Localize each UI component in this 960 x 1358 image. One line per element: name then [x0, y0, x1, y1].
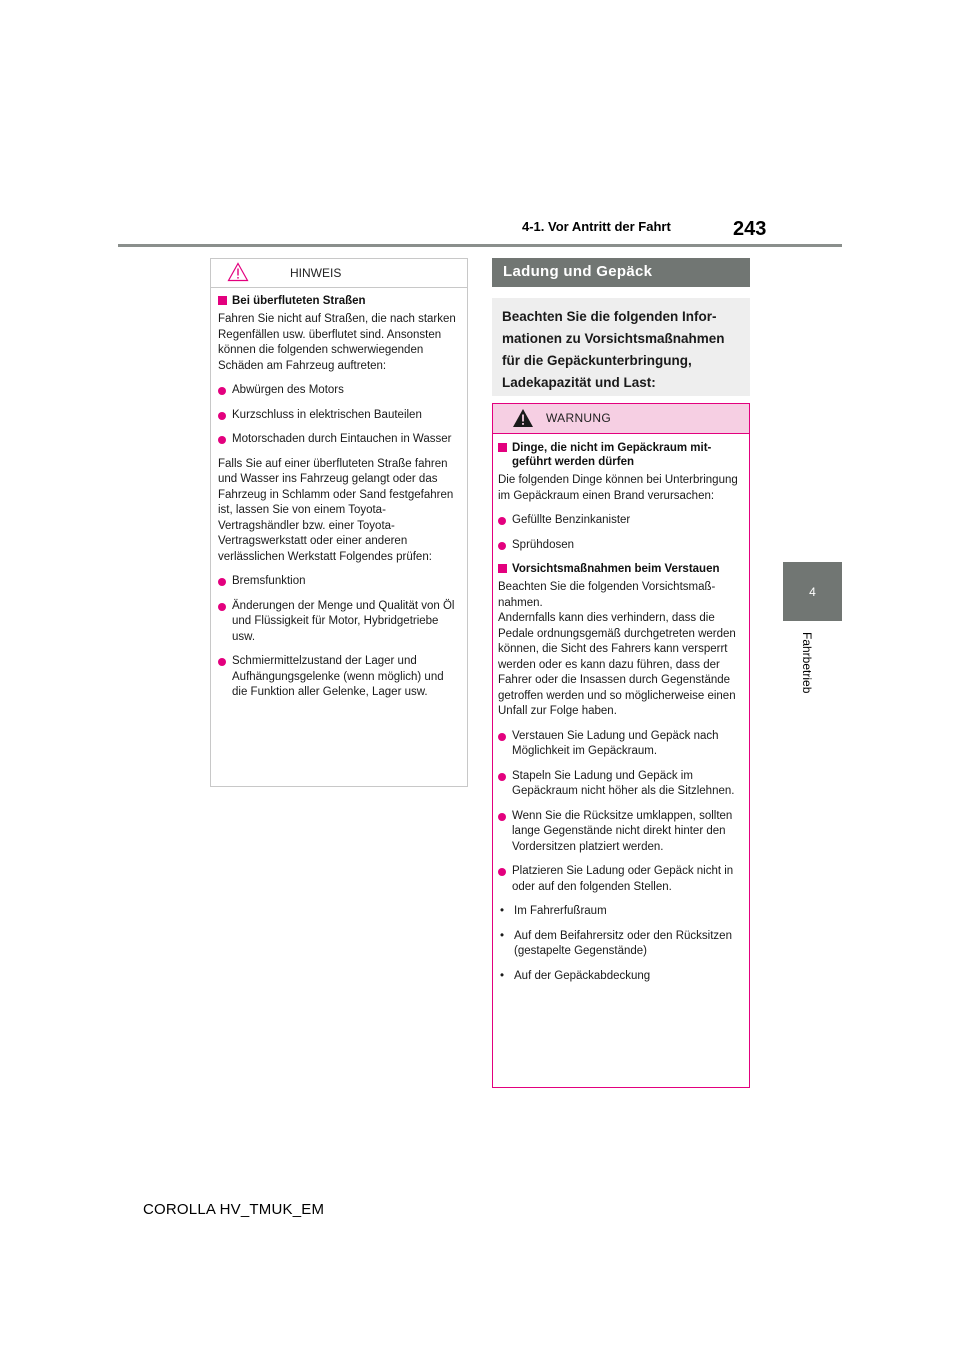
warning-paragraph: Die folgenden Dinge können bei Unterbringung im Gepäckraum einen Brand verursachen: — [498, 474, 738, 502]
section-intro — [492, 298, 750, 396]
list-item: Schmiermittelzustand der Lager und Aufhängungsgelenke (wenn möglich) und die Funktion aller Gelenke, Lager usw. — [218, 654, 457, 701]
section-header: 4-1. Vor Antritt der Fahrt — [522, 219, 671, 234]
warning-paragraph: Andernfalls kann dies verhindern, dass die Pedale ordnungsgemäß durchgetreten werden können, die Sicht des Fahrers kann versperrt werden oder es kann dazu führen, dass der Fahrer oder die Insassen durch Gegenstände getroffen werden und so möglicherweise einen Unfall zur Folge haben. — [498, 612, 736, 717]
round-bullet-icon — [498, 542, 506, 550]
list-item: Kurzschluss in elektrischen Bauteilen — [218, 408, 457, 424]
list-item: Abwürgen des Motors — [218, 383, 457, 399]
round-bullet-icon — [498, 733, 506, 741]
warning-heading: Dinge, die nicht im Gepäckraum mitgeführt werden dürfen — [498, 441, 741, 469]
round-bullet-icon — [498, 813, 506, 821]
warning-paragraph: Beachten Sie die folgenden Vorsichtsmaßnahmen. — [498, 581, 716, 609]
header-divider — [118, 244, 842, 247]
notice-header — [211, 259, 467, 288]
notice-heading: Bei überfluteten Straßen — [218, 294, 457, 308]
list-item: Stapeln Sie Ladung und Gepäck im Gepäckraum nicht höher als die Sitzlehnen. — [498, 769, 741, 800]
square-bullet-icon — [498, 564, 507, 573]
round-bullet-icon — [498, 868, 506, 876]
sub-list-item: • Im Fahrerfußraum — [500, 905, 607, 917]
sub-list-item: • Auf dem Beifahrersitz oder den Rücksitzen (gestapelte Gegenstände) — [500, 929, 732, 957]
round-bullet-icon — [218, 658, 226, 666]
page-number: 243 — [733, 218, 767, 240]
sub-list-item: • Auf der Gepäckabdeckung — [500, 969, 651, 982]
intro-line: für die Gepäckunterbringung, — [502, 353, 692, 368]
list-item: Platzieren Sie Ladung oder Gepäck nicht in oder auf den folgenden Stellen. — [498, 864, 741, 895]
intro-line: Ladekapazität und Last: — [502, 375, 656, 390]
warning-header — [493, 404, 749, 434]
list-item: Motorschaden durch Eintauchen in Wasser — [218, 432, 457, 448]
notice-box — [210, 258, 468, 787]
list-item: Bremsfunktion — [218, 574, 457, 590]
chapter-number: 4 — [809, 584, 816, 599]
notice-title: HINWEIS — [290, 266, 342, 280]
round-bullet-icon — [218, 436, 226, 444]
list-item: Gefüllte Benzinkanister — [498, 513, 741, 529]
warning-title: WARNUNG — [546, 411, 611, 425]
warning-heading: Vorsichtsmaßnahmen beim Verstauen — [498, 562, 741, 576]
caution-triangle-icon — [227, 262, 249, 287]
section-title: Ladung und Gepäck — [492, 258, 750, 287]
round-bullet-icon — [218, 387, 226, 395]
chapter-title: Fahrbetrieb — [800, 632, 814, 694]
intro-line: mationen zu Vorsichtsmaßnahmen — [502, 331, 725, 346]
notice-middle-paragraph: Falls Sie auf einer überfluteten Straße fahren und Wasser ins Fahrzeug gelangt oder das Fahrzeug in Schlamm oder Sand festgefahren ist, lassen Sie von einem Toyota-Vertragshändler bzw. einer Toyota-Vertragswerkstatt oder einer anderen verlässlichen Werkstatt Folgendes prüfen: — [218, 457, 454, 563]
warning-box — [492, 403, 750, 1088]
footer-model-code: COROLLA HV_TMUK_EM — [143, 1201, 325, 1218]
list-item: Änderungen der Menge und Qualität von Öl und Flüssigkeit für Motor, Hybridgetriebe usw. — [218, 599, 457, 646]
square-bullet-icon — [498, 443, 507, 452]
square-bullet-icon — [218, 296, 227, 305]
intro-line: Beachten Sie die folgenden Infor- — [502, 309, 717, 324]
round-bullet-icon — [498, 773, 506, 781]
round-bullet-icon — [218, 412, 226, 420]
round-bullet-icon — [218, 578, 226, 586]
warning-triangle-icon — [512, 408, 534, 433]
notice-intro: Fahren Sie nicht auf Straßen, die nach starken Regenfällen usw. überflutet sind. Ansonsten können die folgenden schwerwiegenden Schäden am Fahrzeug auftreten: — [218, 313, 456, 372]
list-item: Wenn Sie die Rücksitze umklappen, sollten lange Gegenstände nicht direkt hinter den Vordersitzen platziert werden. — [498, 809, 741, 856]
list-item: Verstauen Sie Ladung und Gepäck nach Möglichkeit im Gepäckraum. — [498, 729, 741, 760]
chapter-tab — [783, 562, 842, 621]
round-bullet-icon — [218, 603, 226, 611]
list-item: Sprühdosen — [498, 538, 741, 554]
round-bullet-icon — [498, 517, 506, 525]
